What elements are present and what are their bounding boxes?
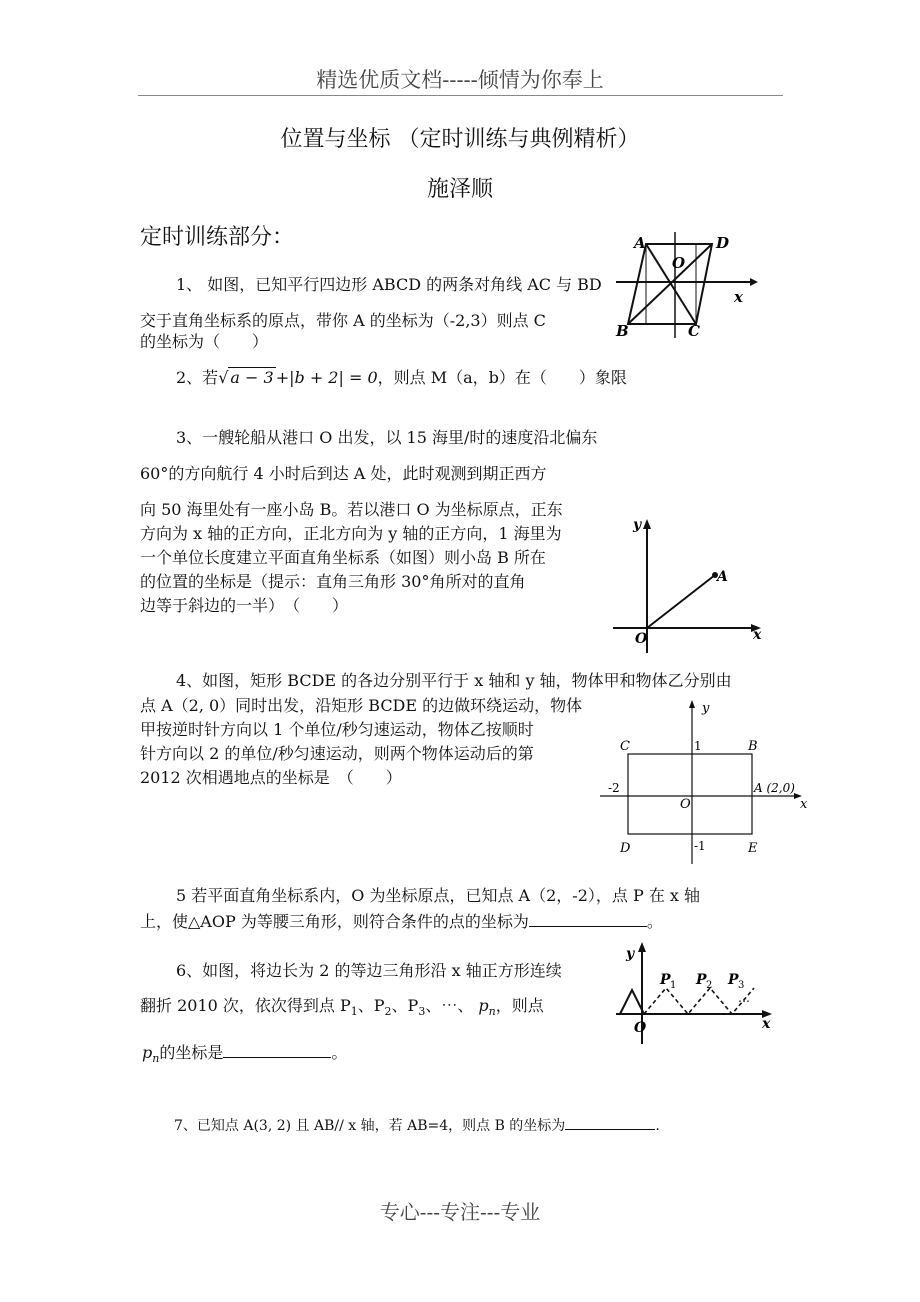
q3-line1: 3、一艘轮船从港口 O 出发，以 15 海里/时的速度沿北偏东 — [176, 428, 598, 447]
fig4-label-y: y — [702, 701, 710, 716]
q6-line2-ellipsis: 、⋯、 — [425, 996, 474, 1015]
q4-line2: 点 A（2, 0）同时出发，沿矩形 BCDE 的边做环绕运动，物体 — [140, 696, 583, 715]
q6-pn-sub: n — [488, 1005, 496, 1019]
fig4-y-arrow — [689, 700, 695, 708]
q6-line2-text: 翻折 2010 次，依次得到点 P — [140, 996, 351, 1015]
q4-line4: 针方向以 2 的单位/秒匀速运动，则两个物体运动后的第 — [140, 744, 534, 763]
q2-suffix: ，则点 M（a，b）在（ ）象限 — [377, 368, 627, 387]
author-name: 施泽顺 — [426, 177, 493, 202]
fig1-label-d: D — [716, 234, 730, 252]
fig1-label-b: B — [616, 322, 629, 340]
q3-line4: 方向为 x 轴的正方向，正北方向为 y 轴的正方向，1 海里为 — [140, 524, 562, 543]
q5-line1: 5 若平面直角坐标系内，O 为坐标原点，已知点 A（2，-2），点 P 在 x 轴 — [176, 886, 701, 905]
fig4-label-b: B — [748, 739, 758, 754]
fig4-label-c: C — [620, 739, 630, 754]
q6-line2-p3: 、P — [391, 996, 419, 1015]
fig4-label-x: x — [800, 797, 808, 812]
fig6-label-p3-sub: 3 — [738, 980, 745, 991]
fig3-y-arrow — [643, 519, 651, 529]
fig6-label-x: x — [762, 1016, 771, 1032]
q6-line2-p2: 、P — [357, 996, 385, 1015]
q4-line1: 4、如图，矩形 BCDE 的各边分别平行于 x 轴和 y 轴，物体甲和物体乙分别由 — [176, 671, 732, 690]
q6-line3-pn-sub: n — [152, 1052, 160, 1066]
q2-line — [176, 366, 627, 390]
page-footer: 专心---专注---专业 — [379, 1200, 541, 1224]
section-heading: 定时训练部分： — [140, 225, 295, 250]
q1-line3: 的坐标为（ ） — [140, 332, 269, 351]
fig3-label-x: x — [753, 627, 762, 643]
q7-text: 7、已知点 A(3, 2) 且 AB// x 轴，若 AB=4，则点 B 的坐标为 — [174, 1118, 566, 1134]
fig1-x-arrow — [750, 278, 758, 286]
fig1-label-o: O — [672, 254, 686, 272]
fig4-tick-neg1: -1 — [694, 839, 706, 853]
q6-line3 — [142, 1041, 347, 1071]
fig4-label-a: A (2,0) — [754, 781, 795, 795]
fig3-label-a: A — [717, 569, 728, 585]
page-header: 精选优质文档-----倾情为你奉上 — [316, 68, 604, 92]
q3-line2: 60°的方向航行 4 小时后到达 A 处，此时观测到期正西方 — [140, 464, 547, 483]
q6-sub3: 3 — [418, 1005, 426, 1019]
fig3-route-oa — [647, 575, 715, 628]
q6-line2-end: ，则点 — [495, 996, 544, 1015]
fig4-label-o: O — [680, 797, 691, 812]
figure-parallelogram — [610, 228, 770, 346]
fig6-label-p2: P — [696, 972, 707, 988]
q2-sqrt-sign: √ — [218, 368, 229, 387]
fig4-label-e: E — [748, 841, 758, 856]
fig1-label-x: x — [734, 288, 743, 306]
header-divider — [138, 95, 783, 96]
q3-line5: 一个单位长度建立平面直角坐标系（如图）则小岛 B 所在 — [140, 548, 546, 567]
q6-line1: 6、如图，将边长为 2 的等边三角形沿 x 轴正方形连续 — [176, 961, 562, 980]
q4-line5: 2012 次相遇地点的坐标是 （ ） — [140, 768, 402, 787]
q5-line2 — [140, 910, 663, 934]
figure-triangle-flips — [608, 940, 780, 1048]
fig6-label-p2-sub: 2 — [706, 980, 713, 991]
fig6-solid-triangle — [620, 990, 644, 1014]
fig6-label-p1-sub: 1 — [670, 980, 677, 991]
q2-radicand: a − 3 — [230, 368, 274, 387]
q6-end: 。 — [331, 1043, 348, 1062]
q5-line2-text: 上，使△AOP 为等腰三角形，则符合条件的点的坐标为 — [140, 912, 529, 931]
q6-pn: p — [478, 996, 489, 1015]
q2-abs: +|b + 2| = 0 — [275, 368, 378, 387]
q5-end: 。 — [646, 912, 663, 931]
fig6-label-o: O — [634, 1020, 647, 1036]
fig6-label-p3: P — [728, 972, 739, 988]
document-title: 位置与坐标 （定时训练与典例精析） — [280, 127, 640, 152]
q3-line3: 向 50 海里处有一座小岛 B。若以港口 O 为坐标原点，正东 — [140, 500, 563, 519]
q7-answer-blank[interactable] — [565, 1115, 655, 1130]
fig3-label-y: y — [633, 517, 642, 533]
fig6-y-arrow — [638, 942, 646, 952]
q6-line3-text: 的坐标是 — [159, 1043, 224, 1062]
figure-rectangle-bcde — [596, 696, 810, 868]
q6-line3-pn: p — [142, 1043, 153, 1062]
figure-ship-route — [605, 515, 770, 657]
q6-line2 — [140, 994, 544, 1024]
q7-end: . — [655, 1118, 660, 1134]
q6-sub2: 2 — [384, 1005, 392, 1019]
fig4-label-d: D — [620, 841, 631, 856]
fig6-label-dots: … — [738, 991, 750, 1005]
fig4-tick-1: 1 — [694, 739, 702, 753]
q6-sub1: 1 — [350, 1005, 358, 1019]
q3-line6: 的位置的坐标是（提示：直角三角形 30°角所对的直角 — [140, 572, 526, 591]
q1-line1: 1、 如图，已知平行四边形 ABCD 的两条对角线 AC 与 BD — [176, 275, 602, 294]
q7-line — [174, 1114, 660, 1138]
q1-line2: 交于直角坐标系的原点，带你 A 的坐标为（-2,3）则点 C — [140, 311, 546, 330]
q3-line7: 边等于斜边的一半） （ ） — [140, 596, 349, 615]
q4-line3: 甲按逆时针方向以 1 个单位/秒匀速运动，物体乙按顺时 — [140, 720, 534, 739]
fig6-label-y: y — [626, 946, 635, 962]
q5-answer-blank[interactable] — [529, 910, 647, 927]
fig1-label-c: C — [688, 322, 700, 340]
q2-prefix: 2、若 — [176, 368, 219, 387]
fig3-label-o: O — [635, 631, 648, 647]
fig6-label-p1: P — [660, 972, 671, 988]
fig4-tick-neg2: -2 — [608, 781, 620, 795]
fig4-rectangle — [628, 754, 752, 834]
fig1-label-a: A — [634, 234, 646, 252]
q6-answer-blank[interactable] — [223, 1041, 331, 1058]
